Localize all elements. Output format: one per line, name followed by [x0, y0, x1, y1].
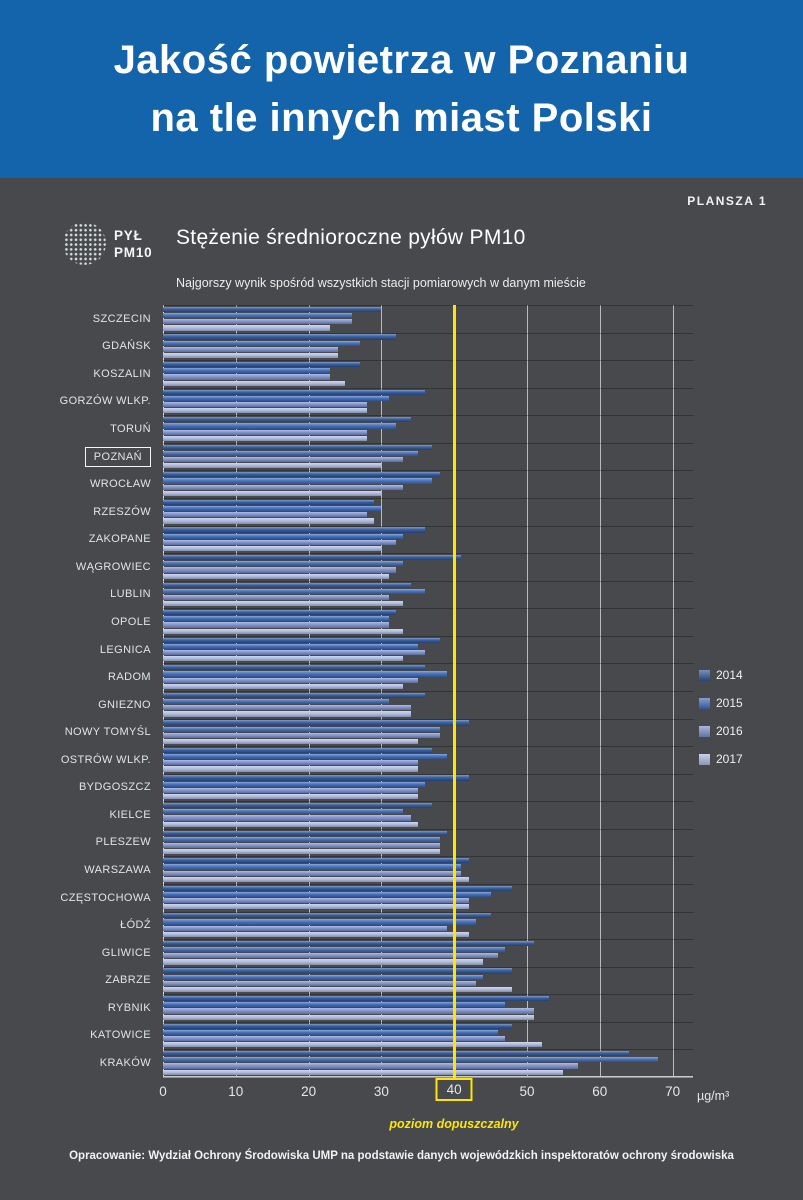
plansza-label: PLANSZA 1	[687, 194, 767, 208]
bar-group	[163, 801, 432, 829]
chart-row	[0, 746, 803, 774]
city-label	[0, 1049, 163, 1077]
chart-row	[0, 718, 803, 746]
bar-2015	[163, 589, 425, 594]
chart-row	[0, 470, 803, 498]
city-label	[0, 718, 163, 746]
main-title-line2: na tle innych miast Polski	[150, 96, 653, 140]
pm10-badge-line1: PYŁ	[114, 228, 143, 243]
bar-group	[163, 581, 425, 609]
city-label	[0, 1022, 163, 1050]
bar-2015	[163, 644, 418, 649]
city-label	[0, 663, 163, 691]
bar-2016	[163, 567, 396, 572]
bar-2015	[163, 1030, 498, 1035]
city-label-text: LEGNICA	[99, 643, 151, 656]
bar-group	[163, 911, 491, 939]
bar-2016	[163, 733, 440, 738]
bar-2017	[163, 684, 403, 689]
chart-title: Stężenie średnioroczne pyłów PM10	[176, 226, 526, 249]
bar-2014	[163, 527, 425, 532]
bar-2014	[163, 831, 447, 836]
city-label-text: OSTRÓW WLKP.	[60, 753, 151, 766]
bar-2017	[163, 518, 374, 523]
legend-swatch	[699, 754, 710, 765]
bar-2016	[163, 815, 411, 820]
bar-2016	[163, 1008, 534, 1013]
bar-group	[163, 608, 403, 636]
bar-2015	[163, 864, 461, 869]
bar-group	[163, 1022, 542, 1050]
bar-2015	[163, 451, 418, 456]
city-label-text: CZĘSTOCHOWA	[60, 891, 151, 904]
bar-group	[163, 884, 512, 912]
bar-group	[163, 470, 440, 498]
bar-2015	[163, 671, 447, 676]
bar-group	[163, 994, 549, 1022]
bar-group	[163, 718, 469, 746]
city-label	[0, 443, 163, 471]
bar-2015	[163, 754, 447, 759]
bar-2014	[163, 307, 381, 312]
legend-item	[699, 668, 743, 682]
x-tick-label: 10	[228, 1084, 244, 1099]
bar-2015	[163, 368, 330, 373]
city-label-text: ŁÓDŹ	[120, 919, 151, 932]
city-label-text: GLIWICE	[101, 946, 151, 959]
bar-2017	[163, 546, 381, 551]
city-label-text: WĄGROWIEC	[75, 560, 151, 573]
legend-item	[699, 696, 743, 710]
bar-2017	[163, 932, 469, 937]
bar-2017	[163, 766, 418, 771]
city-label	[0, 305, 163, 333]
bar-2017	[163, 491, 381, 496]
bar-group	[163, 967, 512, 995]
bar-2017	[163, 739, 418, 744]
bar-2014	[163, 1051, 629, 1056]
bar-2016	[163, 347, 338, 352]
bar-2017	[163, 601, 403, 606]
chart-row	[0, 1049, 803, 1077]
x-tick-label: 70	[665, 1084, 681, 1099]
limit-label: poziom dopuszczalny	[389, 1117, 519, 1131]
bar-2016	[163, 981, 476, 986]
city-label-text: KRAKÓW	[99, 1056, 151, 1069]
city-label	[0, 581, 163, 609]
bar-group	[163, 333, 396, 361]
bar-2015	[163, 534, 403, 539]
bar-2014	[163, 583, 411, 588]
bar-group	[163, 939, 534, 967]
bar-2014	[163, 720, 469, 725]
x-tick-label: 0	[159, 1084, 167, 1099]
bar-2016	[163, 512, 367, 517]
city-label	[0, 360, 163, 388]
bar-2014	[163, 996, 549, 1001]
chart-row	[0, 691, 803, 719]
bar-2017	[163, 408, 367, 413]
bar-2016	[163, 760, 418, 765]
bar-group	[163, 526, 425, 554]
city-label-text: BYDGOSZCZ	[78, 781, 151, 794]
bar-2016	[163, 374, 330, 379]
chart-row	[0, 553, 803, 581]
city-label-text: PLESZEW	[95, 836, 151, 849]
chart-row	[0, 801, 803, 829]
bar-group	[163, 443, 432, 471]
bar-2017	[163, 1042, 542, 1047]
bar-2017	[163, 959, 483, 964]
bar-2017	[163, 1070, 563, 1075]
bar-2017	[163, 574, 389, 579]
header-banner	[0, 0, 803, 178]
bar-2016	[163, 871, 461, 876]
chart-row	[0, 884, 803, 912]
chart-row	[0, 774, 803, 802]
bar-2017	[163, 381, 345, 386]
bar-2015	[163, 782, 425, 787]
bar-2014	[163, 390, 425, 395]
bar-2014	[163, 886, 512, 891]
footer-credit: Opracowanie: Wydział Ochrony Środowiska UMP na podstawie danych wojewódzkich inspektoratów ochrony środowiska	[69, 1150, 734, 1162]
bar-2016	[163, 595, 389, 600]
bar-2017	[163, 325, 330, 330]
city-label	[0, 746, 163, 774]
bar-2015	[163, 919, 476, 924]
bar-2014	[163, 693, 425, 698]
city-label	[0, 470, 163, 498]
bar-2014	[163, 445, 432, 450]
bar-2014	[163, 362, 360, 367]
bar-2016	[163, 705, 411, 710]
bar-2015	[163, 699, 389, 704]
bar-2015	[163, 837, 440, 842]
city-label-text: WROCŁAW	[89, 478, 151, 491]
bar-group	[163, 1049, 658, 1077]
bar-2017	[163, 822, 418, 827]
city-label-text: OPOLE	[111, 615, 151, 628]
bar-group	[163, 388, 425, 416]
bar-2017	[163, 904, 469, 909]
bar-2014	[163, 913, 491, 918]
bar-2017	[163, 1015, 534, 1020]
bar-2016	[163, 843, 440, 848]
city-label-text: KIELCE	[109, 808, 151, 821]
chart-subtitle: Najgorszy wynik spośród wszystkich stacji pomiarowych w danym mieście	[176, 276, 586, 290]
bar-2014	[163, 500, 374, 505]
legend-label: 2017	[716, 752, 743, 766]
city-label	[0, 636, 163, 664]
city-label	[0, 801, 163, 829]
bar-2015	[163, 313, 352, 318]
bar-group	[163, 746, 447, 774]
bar-group	[163, 774, 469, 802]
chart-row	[0, 360, 803, 388]
city-label	[0, 884, 163, 912]
bar-2016	[163, 430, 367, 435]
city-label-text: RZESZÓW	[93, 505, 151, 518]
chart-row	[0, 939, 803, 967]
bar-group	[163, 663, 447, 691]
bar-2014	[163, 610, 396, 615]
bar-group	[163, 553, 461, 581]
bar-group	[163, 856, 469, 884]
city-label-text: RADOM	[108, 671, 151, 684]
city-label	[0, 333, 163, 361]
city-label	[0, 911, 163, 939]
limit-line-40	[453, 305, 456, 1088]
bar-group	[163, 360, 360, 388]
bar-2014	[163, 472, 440, 477]
city-label	[0, 608, 163, 636]
bar-2016	[163, 650, 425, 655]
city-label-text: GORZÓW WLKP.	[59, 395, 151, 408]
bar-2014	[163, 775, 469, 780]
bar-2016	[163, 953, 498, 958]
legend-swatch	[699, 698, 710, 709]
bar-2016	[163, 678, 418, 683]
bar-2017	[163, 987, 512, 992]
chart-row	[0, 581, 803, 609]
bar-2015	[163, 892, 491, 897]
legend-label: 2014	[716, 668, 743, 682]
bar-group	[163, 498, 381, 526]
city-label-text: WARSZAWA	[84, 864, 151, 877]
rows-layer	[0, 305, 803, 1077]
city-label-text: ZAKOPANE	[88, 533, 151, 546]
bar-2015	[163, 616, 389, 621]
bar-2016	[163, 926, 447, 931]
main-title-line1: Jakość powietrza w Poznaniu	[113, 38, 690, 82]
bar-group	[163, 305, 381, 333]
chart-row	[0, 829, 803, 857]
city-label	[0, 415, 163, 443]
bar-2017	[163, 436, 367, 441]
city-label-text: SZCZECIN	[92, 312, 151, 325]
chart-row	[0, 967, 803, 995]
chart-row	[0, 305, 803, 333]
legend-label: 2015	[716, 696, 743, 710]
x-tick-label: 60	[592, 1084, 608, 1099]
bar-2016	[163, 402, 367, 407]
city-label-text: GDAŃSK	[102, 340, 151, 353]
bar-2016	[163, 788, 418, 793]
bar-2015	[163, 727, 440, 732]
chart-row	[0, 388, 803, 416]
city-label	[0, 691, 163, 719]
city-label	[0, 526, 163, 554]
pm10-badge-label	[114, 227, 152, 261]
bar-2015	[163, 809, 403, 814]
x-axis-labels	[159, 1082, 723, 1108]
bar-2014	[163, 334, 396, 339]
chart-row	[0, 415, 803, 443]
legend-swatch	[699, 670, 710, 681]
bar-group	[163, 636, 440, 664]
x-tick-label: 20	[301, 1084, 317, 1099]
legend-item	[699, 752, 743, 766]
x-tick-label: 30	[373, 1084, 389, 1099]
city-label	[0, 939, 163, 967]
bar-2014	[163, 417, 411, 422]
bar-2015	[163, 506, 381, 511]
city-label-text: LUBLIN	[110, 588, 151, 601]
bar-2014	[163, 665, 425, 670]
bar-2014	[163, 941, 534, 946]
city-label	[0, 994, 163, 1022]
bar-2015	[163, 423, 396, 428]
chart-row	[0, 498, 803, 526]
bar-2017	[163, 711, 411, 716]
chart-row	[0, 911, 803, 939]
x-tick-label: 50	[519, 1084, 535, 1099]
chart-row	[0, 333, 803, 361]
bar-2016	[163, 898, 469, 903]
bar-group	[163, 829, 447, 857]
bar-2016	[163, 1063, 578, 1068]
city-label	[0, 967, 163, 995]
bar-2014	[163, 858, 469, 863]
bar-2017	[163, 353, 338, 358]
bar-2017	[163, 877, 469, 882]
legend-label: 2016	[716, 724, 743, 738]
bar-2017	[163, 794, 418, 799]
dust-particles-icon	[63, 222, 106, 265]
legend	[699, 668, 743, 780]
city-label-text: TORUŃ	[110, 423, 151, 436]
legend-swatch	[699, 726, 710, 737]
bar-2014	[163, 1024, 512, 1029]
bar-2017	[163, 656, 403, 661]
bar-2014	[163, 968, 512, 973]
bar-2015	[163, 561, 403, 566]
bar-2017	[163, 849, 440, 854]
city-label	[0, 553, 163, 581]
chart-row	[0, 636, 803, 664]
bar-2016	[163, 457, 403, 462]
x-tick-label-limit: 40	[436, 1078, 473, 1101]
chart-row	[0, 526, 803, 554]
city-label-text: GNIEZNO	[98, 698, 151, 711]
city-label	[0, 774, 163, 802]
bar-group	[163, 691, 425, 719]
bar-chart	[0, 305, 803, 1131]
city-label	[0, 388, 163, 416]
bar-2017	[163, 629, 403, 634]
city-label-text: RYBNIK	[107, 1001, 151, 1014]
pm10-badge-line2: PM10	[114, 245, 153, 260]
chart-row	[0, 663, 803, 691]
city-label	[0, 856, 163, 884]
bar-2014	[163, 555, 461, 560]
chart-row	[0, 1022, 803, 1050]
legend-item	[699, 724, 743, 738]
chart-row	[0, 443, 803, 471]
bar-2015	[163, 396, 389, 401]
bar-2016	[163, 540, 396, 545]
bar-2017	[163, 463, 381, 468]
bar-2015	[163, 478, 432, 483]
chart-row	[0, 994, 803, 1022]
chart-row	[0, 856, 803, 884]
city-label-text: NOWY TOMYŚL	[64, 726, 151, 739]
city-label-text: KATOWICE	[90, 1029, 151, 1042]
city-label	[0, 498, 163, 526]
bar-2016	[163, 319, 352, 324]
city-label-text: KOSZALIN	[93, 367, 151, 380]
bar-2015	[163, 975, 483, 980]
city-label-text: ZABRZE	[105, 974, 151, 987]
bar-2014	[163, 748, 432, 753]
bar-2016	[163, 622, 389, 627]
bar-2015	[163, 1057, 658, 1062]
row-separator	[163, 1077, 693, 1078]
x-axis-unit-label: µg/m³	[697, 1089, 730, 1103]
bar-2014	[163, 638, 440, 643]
chart-row	[0, 608, 803, 636]
bar-2016	[163, 485, 403, 490]
bar-2014	[163, 803, 432, 808]
bar-2015	[163, 341, 360, 346]
highlighted-city-label: POZNAŃ	[85, 447, 151, 467]
city-label	[0, 829, 163, 857]
bar-group	[163, 415, 411, 443]
